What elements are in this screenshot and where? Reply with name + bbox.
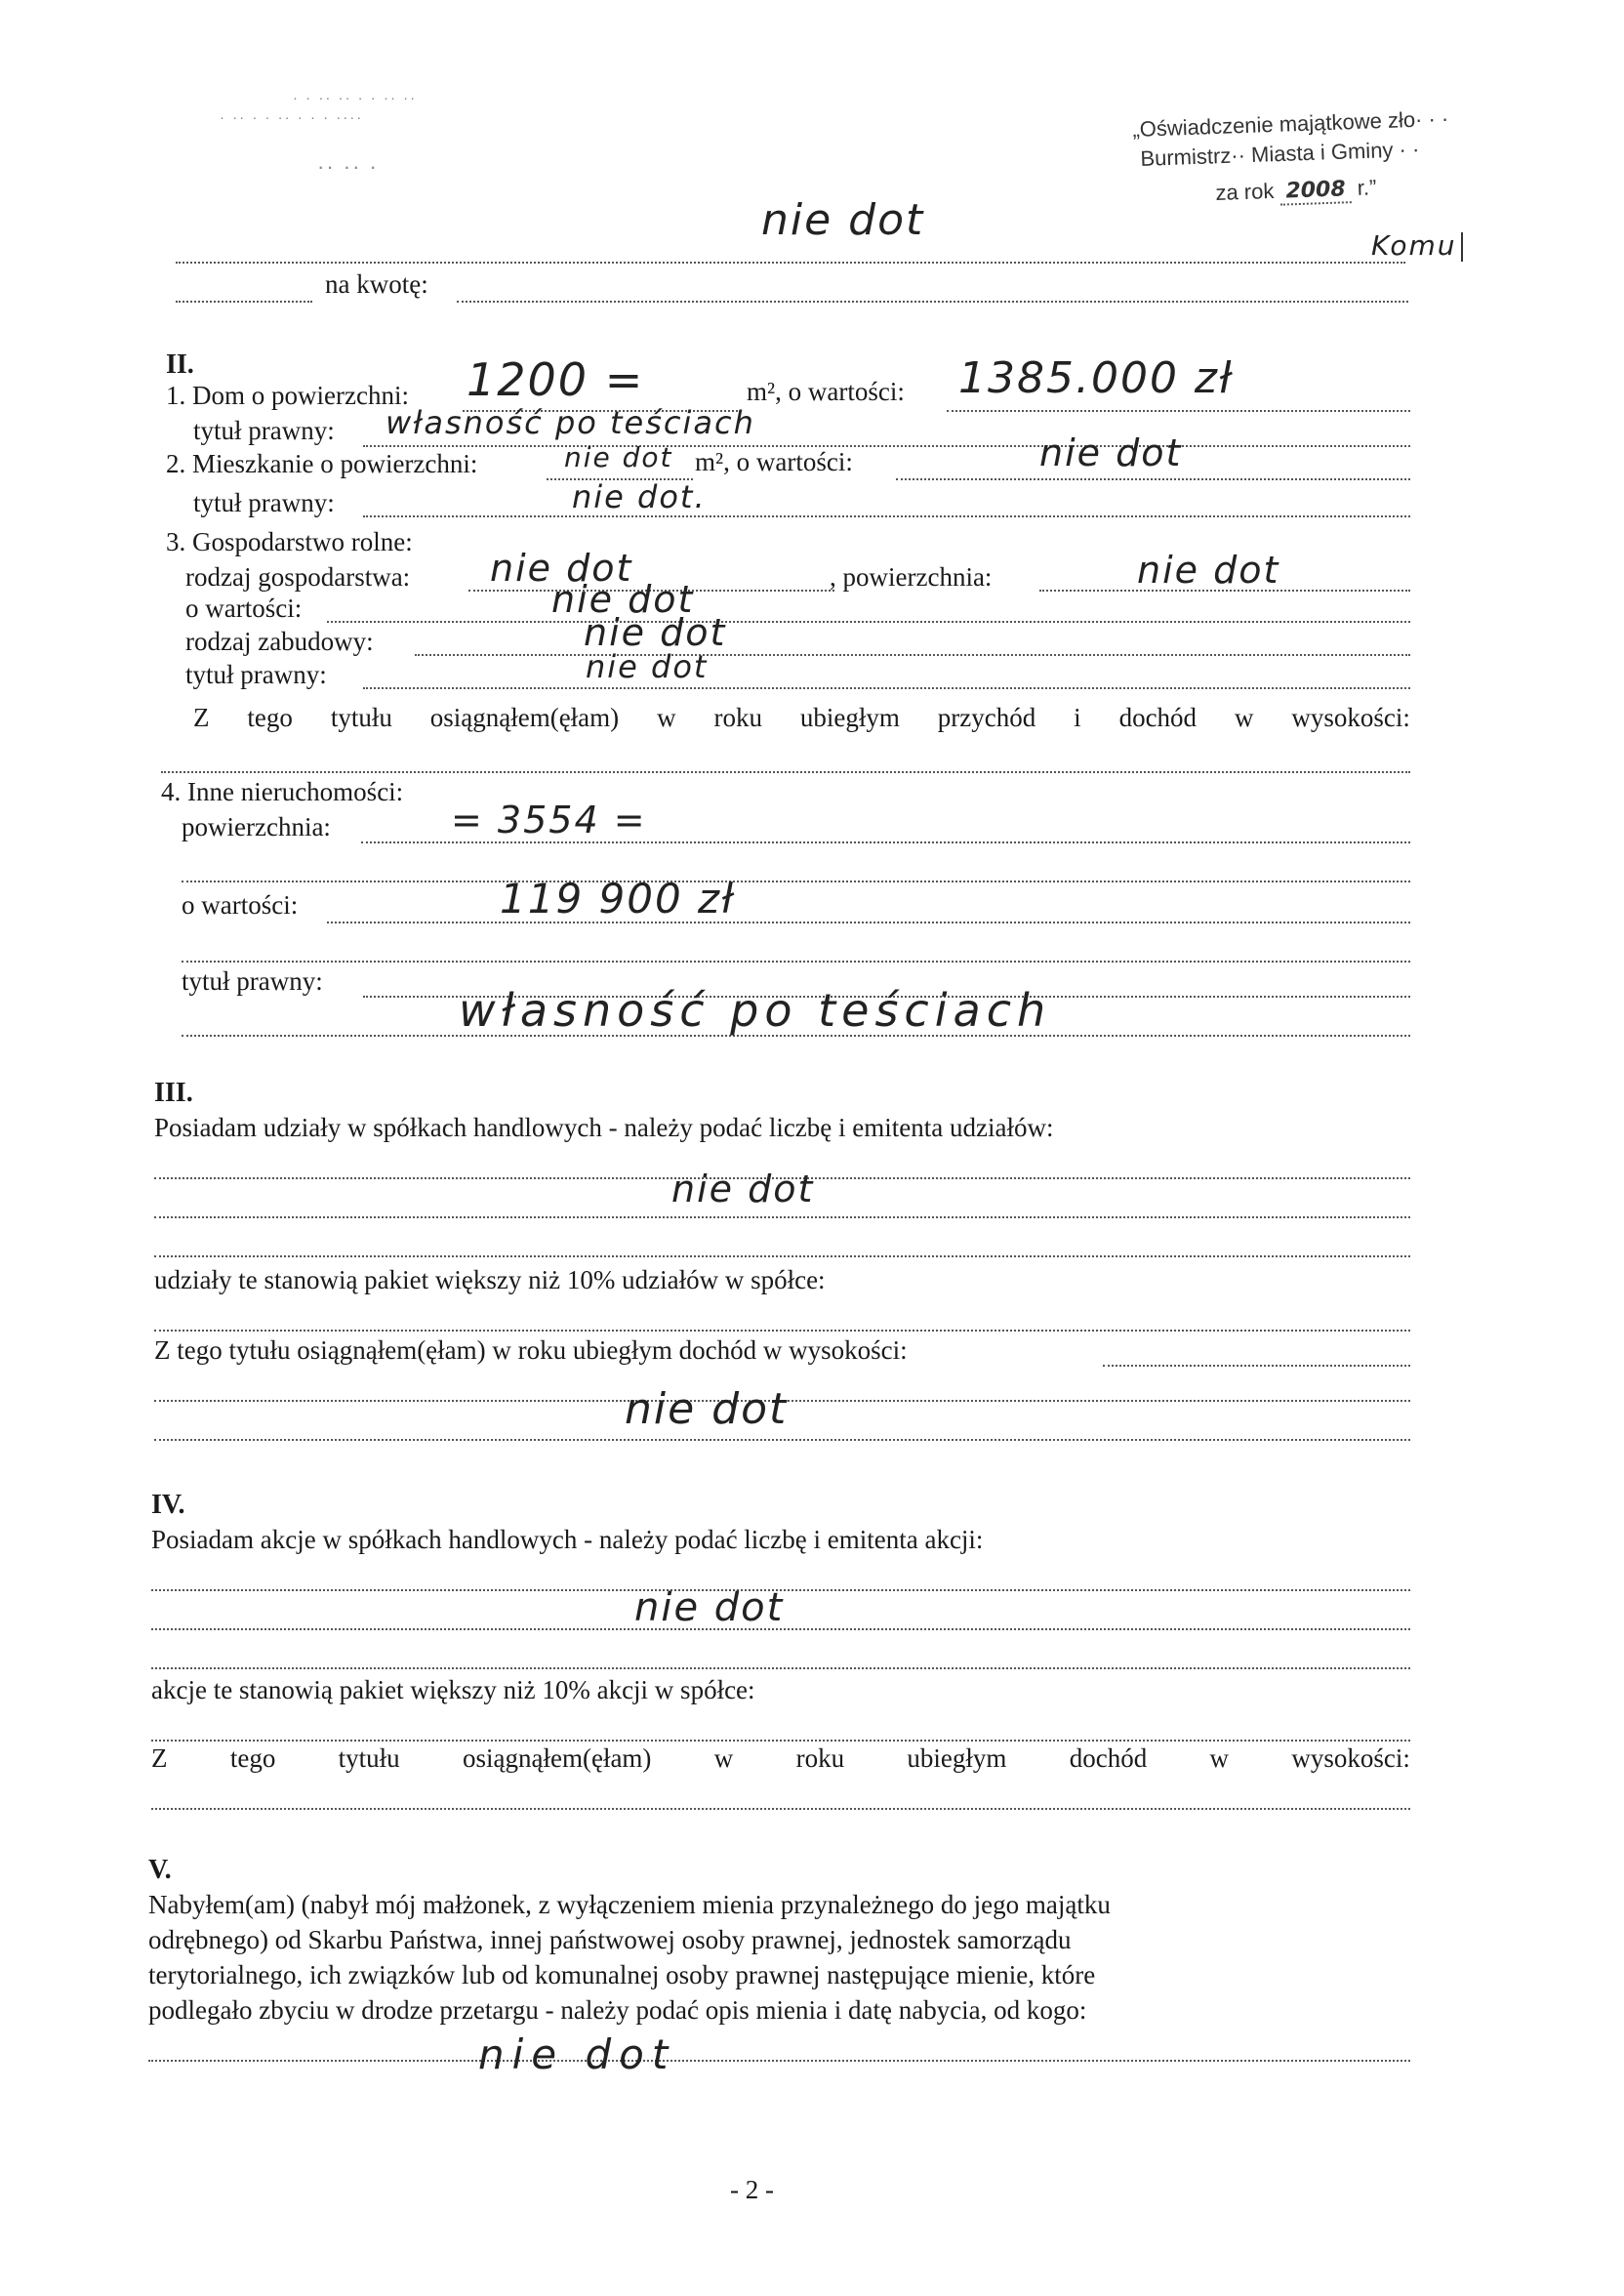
- word: osiągnąłem(ęłam): [429, 703, 620, 732]
- word: dochód: [1118, 703, 1198, 732]
- section-v-heading: V.: [148, 1855, 172, 1885]
- section-iv-answer: nie dot: [634, 1585, 785, 1630]
- m2-value-label: m², o wartości:: [695, 447, 853, 476]
- mieszkanie-label: 2. Mieszkanie o powierzchni:: [166, 449, 478, 478]
- dotted-line: [161, 771, 1410, 773]
- dotted-line: [327, 922, 1410, 923]
- word: roku: [713, 703, 762, 732]
- section-iv-intro: Posiadam akcje w spółkach handlowych - należy podać liczbę i emitenta akcji:: [151, 1525, 984, 1554]
- inne-area-value: = 3554 =: [451, 799, 647, 841]
- dotted-line: [947, 410, 1410, 412]
- dotted-line: [363, 445, 1410, 447]
- word: dochód: [1069, 1743, 1148, 1773]
- word: przychód: [937, 703, 1036, 732]
- dotted-line: [457, 301, 1408, 303]
- dotted-line: [363, 515, 1410, 517]
- rodzaj-zabudowy-label: rodzaj zabudowy:: [185, 627, 374, 656]
- word: osiągnąłem(ęłam): [463, 1743, 652, 1773]
- form-title-line-1: „Oświadczenie majątkowe zło· · ·: [1132, 105, 1449, 142]
- section-iii-answer-1: nie dot: [671, 1168, 815, 1210]
- word: tytułu: [330, 703, 392, 732]
- form-title-line-2: Burmistrz·· Miasta i Gminy · ·: [1140, 137, 1420, 171]
- mieszkanie-area-value: nie dot: [564, 441, 673, 473]
- gospodarstwo-label: 3. Gospodarstwo rolne:: [166, 527, 413, 556]
- dom-value: 1385.000 zł: [958, 353, 1234, 403]
- section-iii-pakiet: udziały te stanowią pakiet większy niż 10% udziałów w spółce:: [154, 1265, 826, 1294]
- word: tego: [229, 1743, 276, 1773]
- dotted-line: [154, 1255, 1410, 1257]
- tytul-label: tytuł prawny:: [193, 488, 335, 517]
- powierzchnia-inline-label: , powierzchnia:: [830, 562, 993, 592]
- word: wysokości:: [1291, 1743, 1410, 1773]
- powierzchnia-label: powierzchnia:: [182, 812, 331, 841]
- dotted-line: [151, 1740, 1410, 1742]
- word: ubiegłym: [799, 703, 900, 732]
- na-kwote-label: na kwotę:: [325, 269, 428, 299]
- section-v-line-1: Nabyłem(am) (nabył mój małżonek, z wyłączeniem mienia przynależnego do jego majątku: [148, 1890, 1111, 1919]
- inne-o-wartosci-label: o wartości:: [182, 890, 299, 920]
- dotted-line: [182, 881, 1410, 882]
- section-v-answer: nie dot: [478, 2030, 676, 2078]
- section-iv-heading: IV.: [151, 1490, 185, 1520]
- word: tego: [247, 703, 293, 732]
- form-title-year-row: [1215, 175, 1377, 206]
- dotted-line: [363, 687, 1410, 689]
- word: roku: [795, 1743, 845, 1773]
- stamp-date: ·· ·· ·: [317, 154, 379, 179]
- dotted-line: [182, 961, 1410, 963]
- dom-area-value: 1200 =: [467, 353, 645, 406]
- inne-tytul-label: tytuł prawny:: [182, 966, 323, 996]
- handwritten-nie-dot: nie dot: [761, 195, 925, 245]
- powierzchnia-value: nie dot: [1137, 549, 1280, 592]
- dotted-line: [154, 1216, 1410, 1218]
- section-iv-pakiet: akcje te stanowią pakiet większy niż 10% akcji w spółce:: [151, 1675, 755, 1704]
- inne-value: 119 900 zł: [500, 875, 736, 922]
- o-wartosci-value: nie dot: [551, 578, 695, 621]
- o-wartosci-label: o wartości:: [185, 594, 303, 623]
- word: ubiegłym: [907, 1743, 1007, 1773]
- inne-nieruchomosci-label: 4. Inne nieruchomości:: [161, 777, 404, 806]
- rodzaj-gospodarstwa-label: rodzaj gospodarstwa:: [185, 562, 411, 592]
- section-iii-dochod: Z tego tytułu osiągnąłem(ęłam) w roku ubiegłym dochód w wysokości:: [154, 1335, 908, 1365]
- section-iii-answer-2: nie dot: [625, 1384, 789, 1434]
- dotted-line: [896, 478, 1410, 480]
- rodzaj-gospodarstwa-value: nie dot: [490, 547, 633, 590]
- word: Z: [151, 1743, 168, 1773]
- dom-tytul-value: własność po teściach: [386, 404, 755, 441]
- dotted-line: [151, 1667, 1410, 1669]
- section-iii-heading: III.: [154, 1078, 193, 1108]
- gospodarstwo-tytul-value: nie dot: [586, 648, 709, 685]
- tytul-label: tytuł prawny:: [185, 660, 327, 689]
- dotted-line: [176, 262, 1405, 264]
- word: w: [713, 1743, 734, 1773]
- word: tytułu: [338, 1743, 400, 1773]
- section-iv-dochod-line: [151, 1743, 1410, 1774]
- section-ii-heading: II.: [166, 349, 194, 380]
- dotted-line: [327, 621, 1410, 623]
- word: wysokości:: [1291, 703, 1410, 732]
- word: w: [657, 703, 676, 732]
- word: i: [1074, 703, 1081, 732]
- dotted-line: [151, 1808, 1410, 1810]
- word: w: [1234, 703, 1254, 732]
- dotted-line: [361, 841, 1410, 843]
- dotted-line: [415, 654, 1410, 656]
- year-prefix: za rok: [1215, 178, 1275, 205]
- dotted-line: [1103, 1365, 1410, 1367]
- tytul-label: tytuł prawny:: [193, 416, 335, 445]
- section-v-line-3: terytorialnego, ich związków lub od komunalnej osoby prawnej następujące mienie, które: [148, 1960, 1096, 1989]
- dom-label: 1. Dom o powierzchni:: [166, 381, 409, 410]
- dotted-line: [154, 1439, 1410, 1441]
- section-v-line-2: odrębnego) od Skarbu Państwa, innej państwowej osoby prawnej, jednostek samorządu: [148, 1925, 1072, 1954]
- stamp-line-1: · · ·· ·· · · ·· ··: [293, 90, 418, 106]
- page-number: - 2 -: [730, 2175, 774, 2204]
- przychod-line: [193, 703, 1410, 733]
- rodzaj-zabudowy-value: nie dot: [584, 611, 727, 654]
- m2-value-label: m², o wartości:: [747, 377, 905, 406]
- year-suffix: r.”: [1357, 175, 1377, 200]
- mieszkanie-value: nie dot: [1039, 431, 1183, 474]
- handwritten-side-note: Komu: [1371, 229, 1457, 262]
- dotted-line: [148, 2060, 1410, 2062]
- inne-tytul-value: własność po teściach: [459, 984, 1052, 1037]
- stamp-line-2: · ·· · · ·· · · · ····: [220, 109, 364, 126]
- year-value: 2008: [1279, 177, 1352, 206]
- word: Z: [193, 703, 210, 732]
- dotted-line: [154, 1330, 1410, 1332]
- section-iii-intro: Posiadam udziały w spółkach handlowych - należy podać liczbę i emitenta udziałów:: [154, 1113, 1054, 1142]
- section-v-line-4: podlegało zbyciu w drodze przetargu - należy podać opis mienia i datę nabycia, od kogo:: [148, 1995, 1087, 2025]
- margin-mark: [1461, 232, 1463, 262]
- word: w: [1209, 1743, 1230, 1773]
- mieszkanie-tytul-value: nie dot.: [572, 478, 707, 515]
- dotted-line: [176, 301, 312, 303]
